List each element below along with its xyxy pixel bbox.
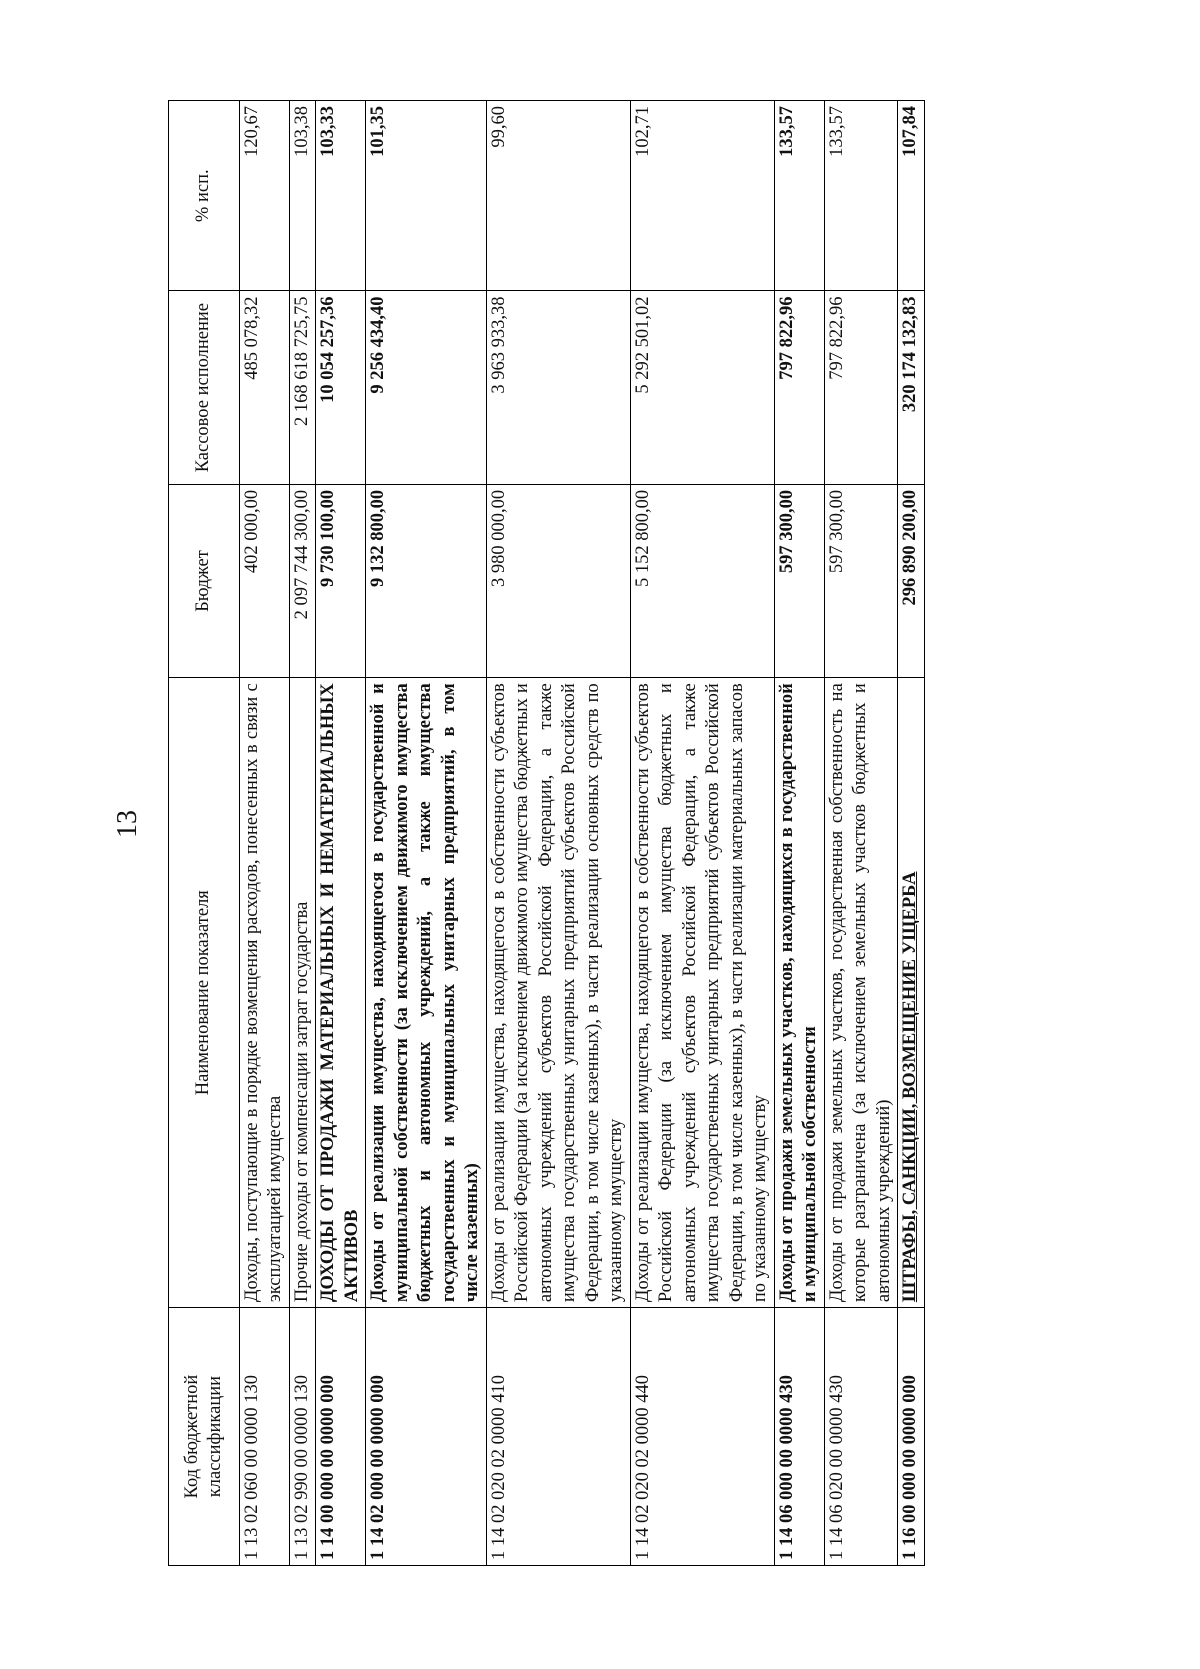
- row-percent: 133,57: [824, 101, 897, 291]
- row-percent: 120,67: [240, 101, 290, 291]
- row-execution: 10 054 257,36: [316, 291, 366, 484]
- table-row: [240, 101, 290, 1566]
- row-execution: 9 256 434,40: [366, 291, 486, 484]
- header-code: Код бюджетной классификации: [169, 1308, 240, 1566]
- row-percent: 133,57: [774, 101, 824, 291]
- row-code: 1 14 02 020 02 0000 410: [486, 1308, 630, 1566]
- row-code: 1 14 02 020 02 0000 440: [630, 1308, 774, 1566]
- row-budget: 296 890 200,00: [898, 484, 924, 677]
- row-code: 1 13 02 990 00 0000 130: [289, 1308, 315, 1566]
- header-percent: % исп.: [169, 101, 240, 291]
- row-budget: 9 132 800,00: [366, 484, 486, 677]
- row-budget: 3 980 000,00: [486, 484, 630, 677]
- table-row: [630, 101, 774, 1566]
- row-name: ШТРАФЫ, САНКЦИИ, ВОЗМЕЩЕНИЕ УЩЕРБА: [898, 678, 924, 1308]
- row-name: ДОХОДЫ ОТ ПРОДАЖИ МАТЕРИАЛЬНЫХ И НЕМАТЕРИАЛЬНЫХ АКТИВОВ: [316, 678, 366, 1308]
- row-execution: 485 078,32: [240, 291, 290, 484]
- row-execution: 797 822,96: [824, 291, 897, 484]
- row-percent: 107,84: [898, 101, 924, 291]
- row-name: Доходы от реализации имущества, находящегося в государственной и муниципальной собственности (за исключением движимого имущества бюджетных и автономных учреждений, а также имущества государственных и муниципальных унитарных предприятий, в том числе казенных): [366, 678, 486, 1308]
- row-name: Доходы, поступающие в порядке возмещения расходов, понесенных в связи с эксплуатацией имущества: [240, 678, 290, 1308]
- row-budget: 597 300,00: [774, 484, 824, 677]
- row-budget: 597 300,00: [824, 484, 897, 677]
- row-execution: 5 292 501,02: [630, 291, 774, 484]
- row-percent: 101,35: [366, 101, 486, 291]
- row-percent: 99,60: [486, 101, 630, 291]
- row-name: Доходы от продажи земельных участков, государственная собственность на которые разграничена (за исключением земельных участков бюджетных и автономных учреждений): [824, 678, 897, 1308]
- row-budget: 9 730 100,00: [316, 484, 366, 677]
- table-row: [316, 101, 366, 1566]
- row-percent: 103,38: [289, 101, 315, 291]
- row-name: Доходы от реализации имущества, находящегося в собственности субъектов Российской Федерации (за исключением движимого имущества бюджетных и автономных учреждений субъектов Российской Федерации, а также имущества государственных унитарных предприятий субъектов Российской Федерации, в том числе казенных), в части реализации основных средств по указанному имуществу: [486, 678, 630, 1308]
- table-row: [774, 101, 824, 1566]
- row-budget: 402 000,00: [240, 484, 290, 677]
- budget-execution-table: [168, 100, 925, 1566]
- row-code: 1 13 02 060 00 0000 130: [240, 1308, 290, 1566]
- table-row: [898, 101, 924, 1566]
- table-header-row: [169, 101, 240, 1566]
- row-code: 1 14 00 000 00 0000 000: [316, 1308, 366, 1566]
- row-execution: 2 168 618 725,75: [289, 291, 315, 484]
- page-number: 13: [112, 810, 143, 838]
- row-percent: 102,71: [630, 101, 774, 291]
- table-row: [289, 101, 315, 1566]
- row-code: 1 16 00 000 00 0000 000: [898, 1308, 924, 1566]
- row-execution: 797 822,96: [774, 291, 824, 484]
- table-row: [824, 101, 897, 1566]
- row-code: 1 14 02 000 00 0000 000: [366, 1308, 486, 1566]
- rotated-table-container: [168, 100, 1056, 1566]
- row-budget: 2 097 744 300,00: [289, 484, 315, 677]
- header-budget: Бюджет: [169, 484, 240, 677]
- row-name: Доходы от продажи земельных участков, находящихся в государственной и муниципальной собственности: [774, 678, 824, 1308]
- table-row: [486, 101, 630, 1566]
- row-execution: 3 963 933,38: [486, 291, 630, 484]
- table-row: [366, 101, 486, 1566]
- row-code: 1 14 06 000 00 0000 430: [774, 1308, 824, 1566]
- header-execution: Кассовое исполнение: [169, 291, 240, 484]
- header-name: Наименование показателя: [169, 678, 240, 1308]
- row-percent: 103,33: [316, 101, 366, 291]
- row-budget: 5 152 800,00: [630, 484, 774, 677]
- row-execution: 320 174 132,83: [898, 291, 924, 484]
- row-code: 1 14 06 020 00 0000 430: [824, 1308, 897, 1566]
- row-name: Доходы от реализации имущества, находящегося в собственности субъектов Российской Федерации (за исключением имущества бюджетных и автономных учреждений субъектов Российской Федерации, а также имущества государственных унитарных предприятий субъектов Российской Федерации, в том числе казенных), в части реализации материальных запасов по указанному имуществу: [630, 678, 774, 1308]
- row-name: Прочие доходы от компенсации затрат государства: [289, 678, 315, 1308]
